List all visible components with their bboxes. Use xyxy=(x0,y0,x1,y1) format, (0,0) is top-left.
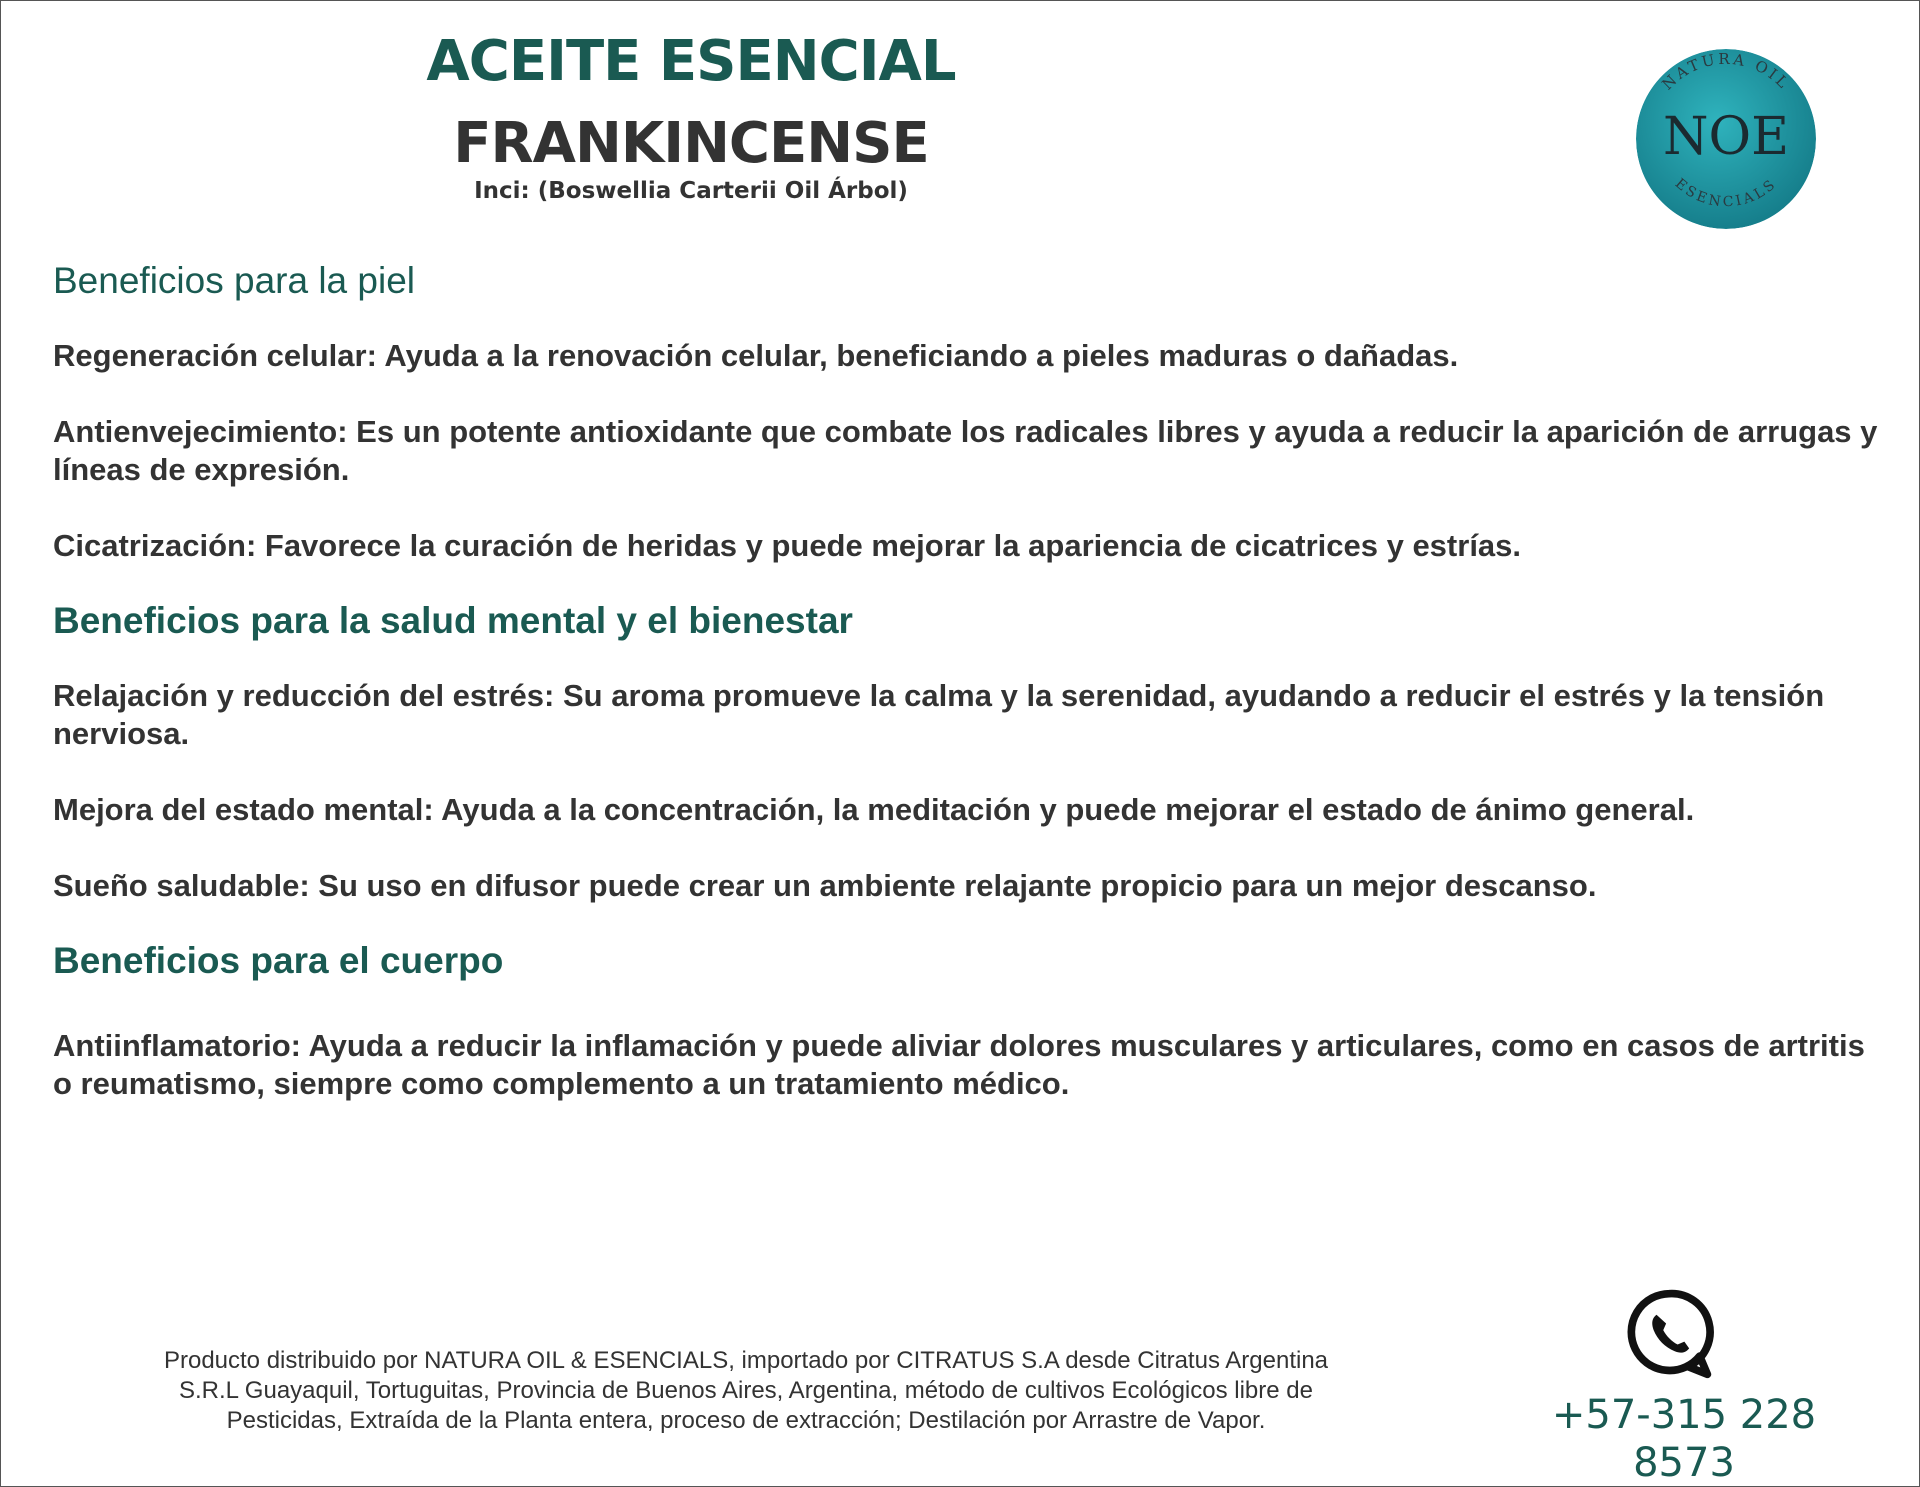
distribution-line: Pesticidas, Extraída de la Planta entera, proceso de extracción; Destilación por Arrastre de Vapor. xyxy=(226,1407,1266,1434)
section-heading-mental: Beneficios para la salud mental y el bienestar xyxy=(53,600,853,641)
title-line-2: FRANKINCENSE xyxy=(453,111,929,176)
benefit-item: Antiinflamatorio: Ayuda a reducir la inflamación y puede aliviar dolores musculares y articulares, como en casos de artritis o reumatismo, siempre como complemento a un tratamiento médico. xyxy=(53,1028,1865,1101)
distribution-line: S.R.L Guayaquil, Tortuguitas, Provincia de Buenos Aires, Argentina, método de cultivos Ecológicos libre de xyxy=(179,1377,1313,1404)
benefit-item: Sueño saludable: Su uso en difusor puede crear un ambiente relajante propicio para un mejor descanso. xyxy=(53,868,1597,903)
benefits-content xyxy=(53,259,1883,1103)
logo-arc-bottom: ESENCIALS xyxy=(1671,175,1781,211)
section-heading-skin: Beneficios para la piel xyxy=(53,260,415,301)
phone-number[interactable]: +57-315 228 8573 xyxy=(1551,1392,1817,1486)
noe-logo xyxy=(1626,39,1826,239)
benefit-item: Relajación y reducción del estrés: Su aroma promueve la calma y la serenidad, ayudando a reducir el estrés y la tensión nerviosa. xyxy=(53,678,1825,751)
benefit-item: Cicatrización: Favorece la curación de heridas y puede mejorar la apariencia de cicatrices y estrías. xyxy=(53,528,1522,563)
distribution-line: Producto distribuido por NATURA OIL & ESENCIALS, importado por CITRATUS S.A desde Citratus Argentina xyxy=(163,1347,1329,1374)
benefit-item: Mejora del estado mental: Ayuda a la concentración, la meditación y puede mejorar el estado de ánimo general. xyxy=(53,792,1695,827)
benefit-item: Regeneración celular: Ayuda a la renovación celular, beneficiando a pieles maduras o dañadas. xyxy=(53,338,1459,373)
logo-center-text: NOE xyxy=(1662,107,1790,167)
distribution-note xyxy=(61,1346,1431,1436)
section-heading-body: Beneficios para el cuerpo xyxy=(53,940,504,981)
logo-arc-top: NATURA OIL xyxy=(1658,49,1794,94)
whatsapp-icon[interactable] xyxy=(1621,1286,1717,1382)
title-line-1: ACEITE ESENCIAL xyxy=(426,29,956,94)
inci-name: Inci: (Boswellia Carterii Oil Árbol) xyxy=(474,178,908,204)
benefit-item: Antienvejecimiento: Es un potente antioxidante que combate los radicales libres y ayuda a reducir la aparición de arrugas y líneas de expresión. xyxy=(53,414,1878,487)
